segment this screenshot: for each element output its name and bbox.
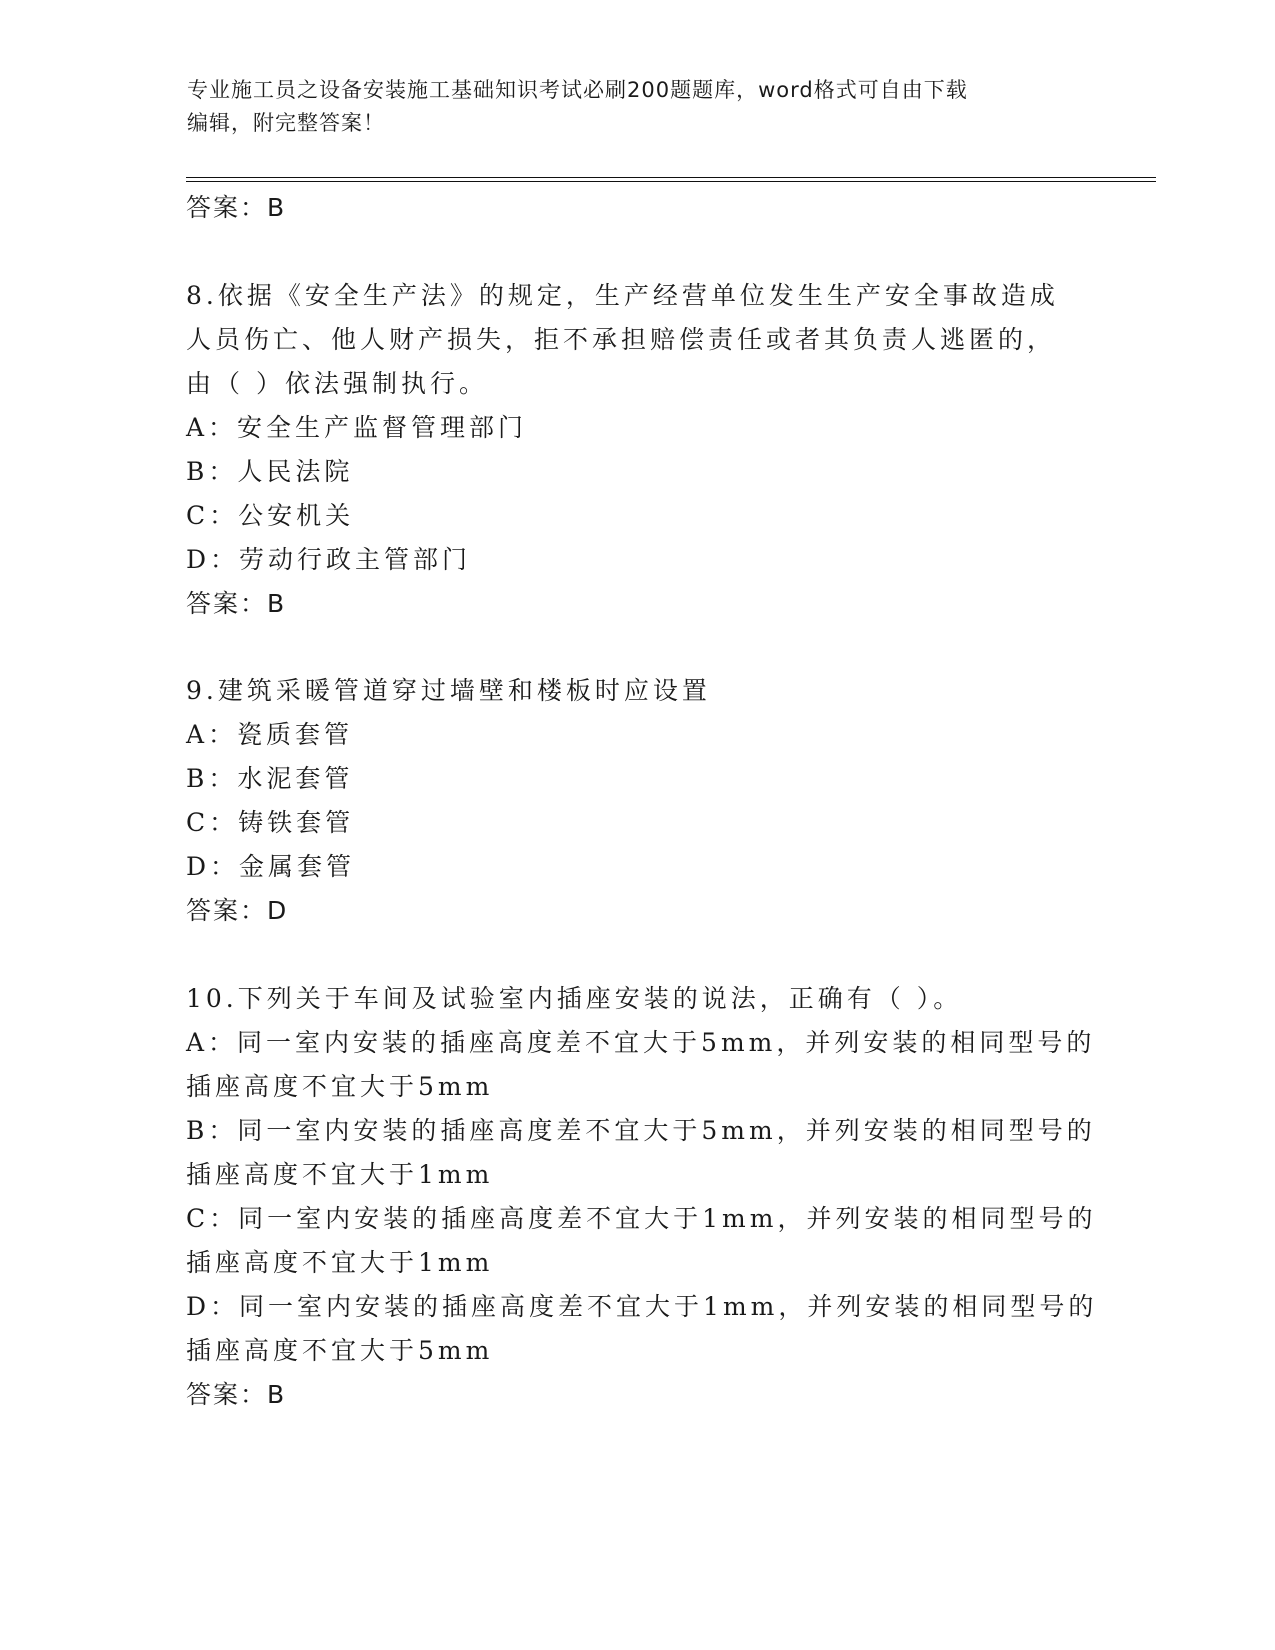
q9-option-c: C：铸铁套管 xyxy=(186,808,355,837)
q10-option-a-line-2: 插座高度不宜大于5mm xyxy=(186,1072,494,1101)
q10-option-c-line-2: 插座高度不宜大于1mm xyxy=(186,1248,494,1277)
q8-option-b: B：人民法院 xyxy=(186,457,354,486)
q10-option-d-line-1: D：同一室内安装的插座高度差不宜大于1mm，并列安装的相同型号的 xyxy=(186,1292,1098,1321)
q8-stem-line-3: 由（ ）依法强制执行。 xyxy=(186,369,488,398)
q9-stem-line-1: 9.建筑采暖管道穿过墙壁和楼板时应设置 xyxy=(186,676,711,705)
q10-answer: 答案：B xyxy=(186,1380,287,1409)
q10-option-b-line-2: 插座高度不宜大于1mm xyxy=(186,1160,494,1189)
q9-option-b: B：水泥套管 xyxy=(186,764,354,793)
q8-option-c: C：公安机关 xyxy=(186,501,355,530)
previous-answer: 答案：B xyxy=(186,193,287,222)
header-divider-top xyxy=(186,177,1156,178)
q9-answer: 答案：D xyxy=(186,896,289,925)
q8-answer: 答案：B xyxy=(186,589,287,618)
document-header xyxy=(187,74,1087,140)
q8-option-d: D：劳动行政主管部门 xyxy=(186,545,472,574)
q10-option-a-line-1: A：同一室内安装的插座高度差不宜大于5mm，并列安装的相同型号的 xyxy=(186,1028,1096,1057)
header-divider-bottom xyxy=(186,181,1156,182)
q8-stem-line-1: 8.依据《安全生产法》的规定，生产经营单位发生生产安全事故造成 xyxy=(186,281,1059,310)
q9-option-d: D：金属套管 xyxy=(186,852,356,881)
q10-option-c-line-1: C：同一室内安装的插座高度差不宜大于1mm，并列安装的相同型号的 xyxy=(186,1204,1097,1233)
q8-option-a: A：安全生产监督管理部门 xyxy=(186,413,528,442)
header-title-line-2: 编辑，附完整答案！ xyxy=(187,111,385,135)
q10-option-b-line-1: B：同一室内安装的插座高度差不宜大于5mm，并列安装的相同型号的 xyxy=(186,1116,1096,1145)
q8-stem-line-2: 人员伤亡、他人财产损失，拒不承担赔偿责任或者其负责人逃匿的， xyxy=(186,325,1057,354)
q9-option-a: A：瓷质套管 xyxy=(186,720,354,749)
header-title-line-1: 专业施工员之设备安装施工基础知识考试必刷200题题库，word格式可自由下载 xyxy=(187,78,968,102)
q10-stem-line-1: 10.下列关于车间及试验室内插座安装的说法，正确有（ ）。 xyxy=(186,984,963,1013)
q10-option-d-line-2: 插座高度不宜大于5mm xyxy=(186,1336,494,1365)
